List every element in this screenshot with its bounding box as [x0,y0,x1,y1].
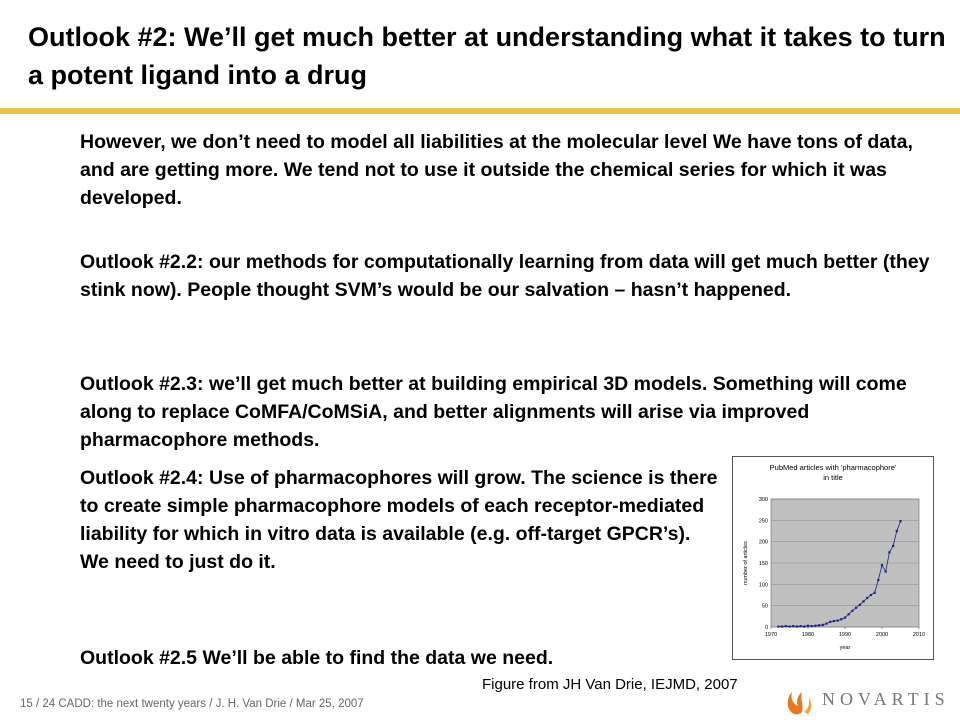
chart-x-tick-label: 1990 [838,632,852,638]
pubmed-chart [732,456,934,660]
chart-data-point [785,625,787,627]
chart-data-point [807,625,809,627]
chart-x-axis-label: year [839,645,851,651]
chart-data-point [829,621,831,623]
paragraph-outlook-2-2: Outlook #2.2: our methods for computationally learning from data will get much better (they stink now). People thought SVM’s would be our salvation – hasn’t happened. [80,251,930,301]
paragraph-outlook-2-5: Outlook #2.5 We’ll be able to find the data we need. [80,647,554,669]
chart-data-point [848,613,850,615]
chart-y-tick-label: 150 [758,561,768,567]
chart-x-tick-label: 1980 [801,632,815,638]
chart-data-point [777,625,779,627]
chart-y-tick-label: 200 [758,539,768,546]
chart-y-tick-label: 0 [764,625,768,631]
chart-x-tick-label: 1970 [764,632,778,638]
chart-data-point [840,618,842,620]
novartis-flame-icon [788,692,812,714]
chart-title-line-1: PubMed articles with 'pharmacophore' [769,463,897,472]
novartis-wordmark: NOVARTIS [822,689,950,709]
chart-data-point [874,592,876,594]
chart-data-point [885,570,887,572]
chart-data-point [781,625,783,627]
chart-data-point [796,625,798,627]
chart-data-point [862,600,864,602]
chart-data-point [800,625,802,627]
chart-data-point [822,624,824,626]
chart-data-point [896,530,898,532]
chart-title-line-2: in title [823,473,843,482]
chart-data-point [837,620,839,622]
chart-data-point [818,624,820,626]
paragraph-data-modeling: However, we don’t need to model all liabilities at the molecular level We have tons of data, and are getting more. We tend not to use it outside the chemical series for which it was developed. [80,131,913,209]
chart-svg [733,457,933,659]
chart-data-point [899,520,901,522]
chart-data-point [814,625,816,627]
chart-data-point [811,625,813,627]
chart-data-point [792,625,794,627]
chart-data-point [825,622,827,624]
chart-data-point [803,625,805,627]
chart-data-point [859,604,861,606]
chart-x-tick-label: 2010 [912,632,926,638]
paragraph-outlook-2-3: Outlook #2.3: we’ll get much better at building empirical 3D models. Something will come along to replace CoMFA/CoMSiA, and better alignments will arise via improved pharmacophore methods. [80,373,907,451]
chart-data-point [833,620,835,622]
chart-y-tick-label: 300 [758,497,768,503]
paragraph-outlook-2-4: Outlook #2.4: Use of pharmacophores will grow. The science is there to create simple pharmacophore models of each receptor-mediated liability for which in vitro data is available (e.g. off-target GPCR’s). We need to just do it. [80,467,718,573]
title-underline [0,108,960,114]
chart-data-point [855,607,857,609]
chart-y-tick-label: 250 [758,518,768,525]
slide-footer: 15 / 24 CADD: the next twenty years / J. H. Van Drie / Mar 25, 2007 [20,698,364,710]
chart-x-tick-label: 2000 [875,632,889,638]
chart-data-point [870,594,872,596]
chart-data-point [866,597,868,599]
chart-data-point [892,545,894,547]
chart-data-point [888,551,890,553]
chart-data-point [851,610,853,612]
chart-data-point [844,617,846,619]
chart-data-point [788,625,790,627]
chart-y-tick-label: 50 [761,603,768,610]
chart-y-axis-label: number of articles [743,541,749,585]
chart-data-point [877,579,879,581]
chart-y-tick-label: 100 [758,582,768,589]
slide-title: Outlook #2: We’ll get much better at understanding what it takes to turn a potent ligand into a drug [28,22,946,90]
figure-caption: Figure from JH Van Drie, IEJMD, 2007 [482,676,738,693]
chart-data-point [881,564,883,566]
